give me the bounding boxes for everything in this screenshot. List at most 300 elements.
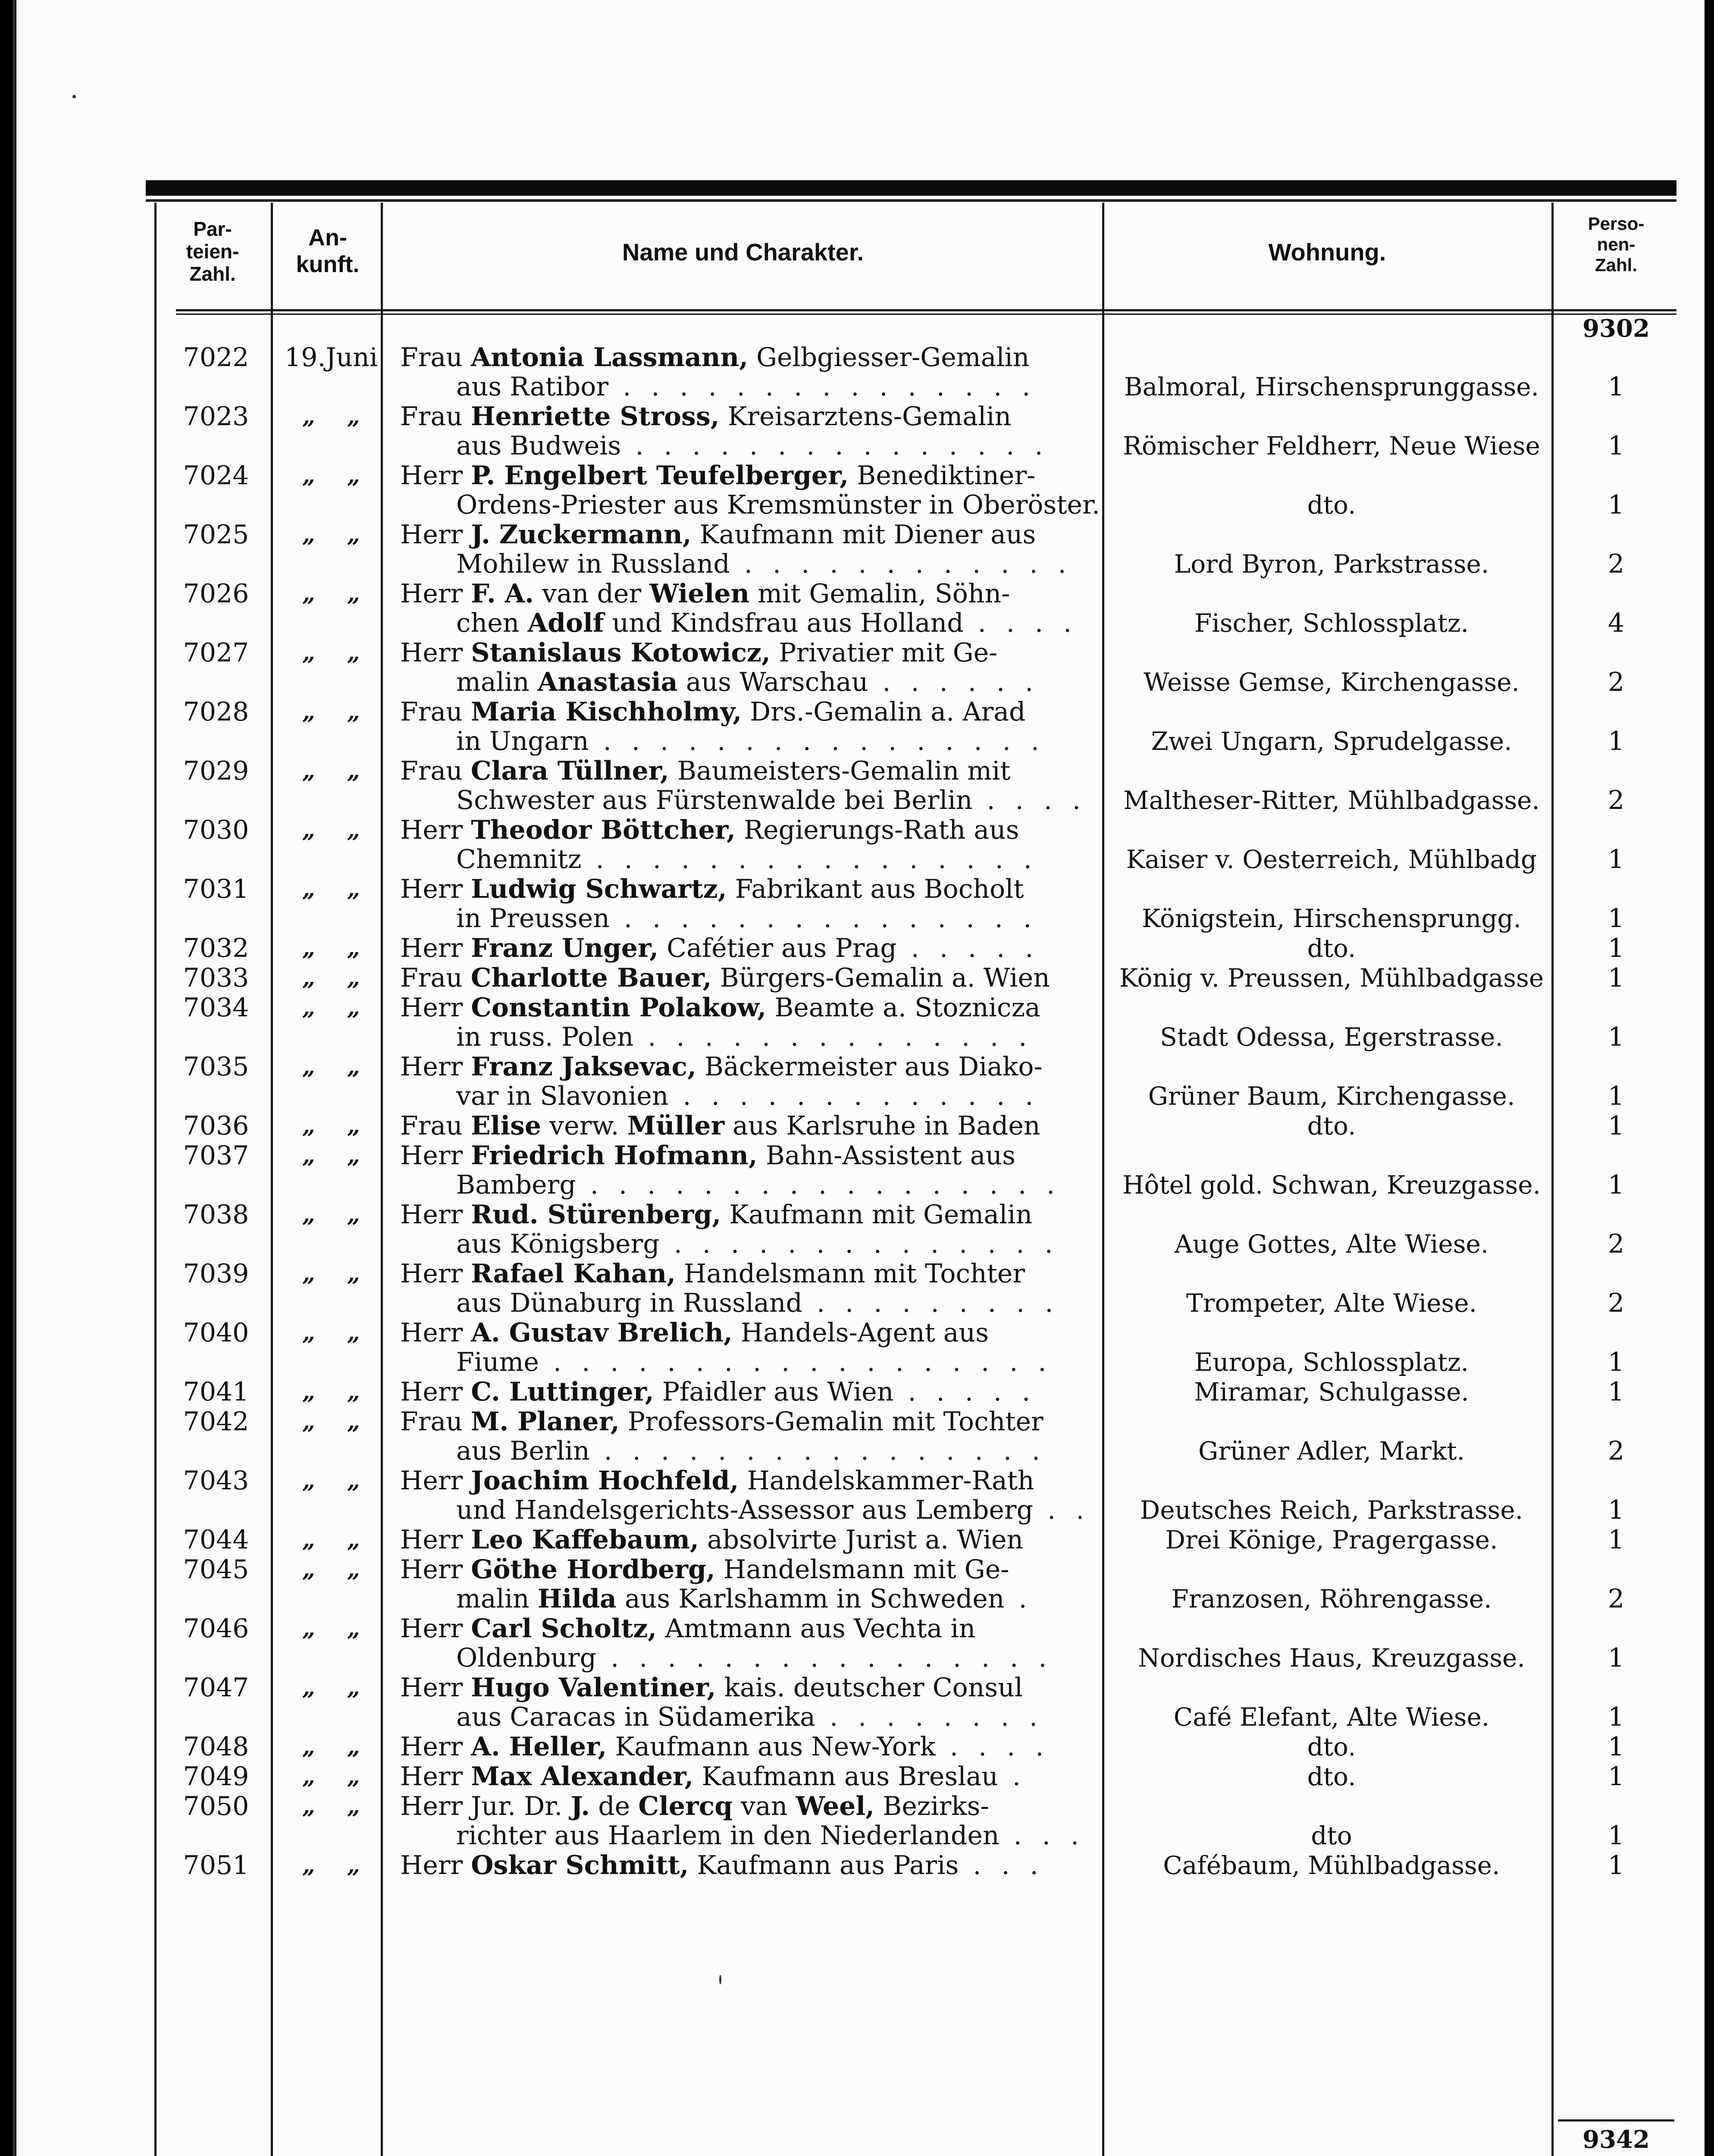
entry-name-charakter	[400, 1851, 1107, 1880]
person-count: 1	[1607, 1702, 1625, 1732]
arrival-date: „ „	[302, 403, 372, 429]
carry-over-total: 9302	[1582, 314, 1650, 343]
entry-text: verw.	[541, 1111, 627, 1141]
entry-line	[400, 402, 1107, 431]
residence: dto	[1311, 1821, 1352, 1850]
entry-text: Herr	[400, 1555, 471, 1584]
entry-text: Privatier mit Ge-	[770, 638, 998, 667]
entry-number: 7024	[183, 461, 249, 491]
residence: Auge Gottes, Alte Wiese.	[1174, 1229, 1489, 1259]
person-count: 2	[1607, 667, 1625, 697]
entry-text: aus Warschau	[677, 667, 868, 697]
entry-number: 7032	[183, 933, 249, 963]
leader-dots: . . . . . . . . . . . . . .	[633, 1022, 1033, 1052]
person-name: Joachim Hochfeld,	[471, 1466, 739, 1495]
leader-dots: . . . . . . . . . . . . . . . . .	[576, 1170, 1061, 1200]
residence: Trompeter, Alte Wiese.	[1186, 1288, 1477, 1318]
entry-text: Herr	[400, 579, 471, 608]
entry-line-continued	[400, 431, 1107, 461]
person-count: 1	[1607, 431, 1625, 461]
entry-number: 7050	[183, 1791, 249, 1821]
person-name: A. Heller,	[471, 1732, 607, 1761]
person-count: 1	[1607, 844, 1625, 874]
arrival-date: „ „	[302, 1112, 372, 1139]
entry-name-charakter	[400, 1141, 1107, 1200]
entry-text: Herr	[400, 1762, 471, 1791]
entry-text: var in Slavonien	[456, 1081, 669, 1111]
entry-text: Gelbgiesser-Gemalin	[748, 343, 1030, 372]
residence: dto.	[1307, 1762, 1356, 1791]
leader-dots: . . . . . . . . . . . . . . .	[609, 904, 1038, 933]
entry-text: Herr	[400, 993, 471, 1022]
arrival-date: „ „	[302, 758, 372, 784]
entry-line-continued	[400, 1170, 1107, 1200]
arrival-date: „ „	[302, 1408, 372, 1435]
person-count: 1	[1607, 372, 1625, 402]
leader-dots: . . . . . . . . . . . . . . .	[608, 372, 1037, 401]
entry-number: 7029	[183, 756, 249, 786]
entry-name-charakter	[400, 1377, 1107, 1407]
leader-dots: . . . . . . . . . . . . . . . . . .	[539, 1348, 1053, 1377]
person-name: Antonia Lassmann,	[470, 343, 749, 372]
entry-text: aus Berlin	[456, 1436, 590, 1466]
entry-text: aus Ratibor	[456, 372, 609, 401]
entry-text: Ordens-Priester aus Kremsmünster in Oberöster.	[456, 490, 1100, 520]
entry-line-continued	[400, 1229, 1107, 1259]
entry-line-continued	[400, 372, 1107, 401]
person-count: 2	[1607, 1436, 1625, 1466]
entry-name-charakter	[400, 638, 1107, 697]
leader-dots: . .	[1033, 1495, 1090, 1525]
entry-name-charakter	[400, 1466, 1107, 1525]
column-divider	[381, 203, 383, 2156]
person-name: Müller	[627, 1111, 725, 1141]
entry-line-continued	[400, 1821, 1107, 1850]
person-count: 2	[1607, 549, 1625, 579]
leader-dots: . . . . .	[896, 934, 1040, 963]
entry-text: kais. deutscher Consul	[716, 1673, 1023, 1702]
arrival-date: „ „	[302, 1053, 372, 1080]
residence: Lord Byron, Parkstrasse.	[1174, 549, 1489, 579]
entry-text: Herr	[400, 1200, 471, 1229]
header-line: Zahl.	[189, 263, 236, 285]
entry-number: 7043	[183, 1466, 249, 1496]
leader-dots: . . . . . . . . . . . . . .	[659, 1229, 1059, 1259]
entry-name-charakter	[400, 1200, 1107, 1259]
entry-text: Herr	[400, 1673, 471, 1702]
person-name: Stanislaus Kotowicz,	[471, 638, 771, 667]
residence: Hôtel gold. Schwan, Kreuzgasse.	[1122, 1170, 1541, 1200]
entry-text: Kaufmann aus Paris	[689, 1851, 959, 1880]
person-count: 1	[1607, 1525, 1625, 1555]
person-count: 1	[1607, 1377, 1625, 1407]
person-name: J. Zuckermann,	[471, 520, 692, 549]
entry-line	[400, 1111, 1107, 1141]
entry-text: Kaufmann mit Gemalin	[721, 1200, 1033, 1229]
residence: Nordisches Haus, Kreuzgasse.	[1138, 1643, 1525, 1673]
header-line: teien-	[186, 240, 239, 263]
arrival-date: „ „	[302, 580, 372, 607]
entry-text: Herr	[400, 461, 471, 490]
header-wohnung: Wohnung.	[1268, 238, 1386, 266]
entry-name-charakter	[400, 756, 1107, 815]
entry-text: Herr	[400, 1732, 471, 1761]
entry-number: 7028	[183, 697, 249, 727]
entry-name-charakter	[400, 1407, 1107, 1466]
entry-text: Herr	[400, 638, 471, 667]
entry-name-charakter	[400, 1525, 1107, 1554]
leader-dots: . . . . . . . .	[815, 1702, 1044, 1732]
entry-number: 7051	[183, 1850, 249, 1880]
leader-dots: . . . .	[972, 786, 1087, 815]
residence: Europa, Schlossplatz.	[1194, 1348, 1469, 1377]
entry-name-charakter	[400, 963, 1107, 993]
person-name: Göthe Hordberg,	[471, 1555, 715, 1584]
person-count: 2	[1607, 785, 1625, 815]
residence: Balmoral, Hirschensprunggasse.	[1124, 372, 1539, 401]
person-name: Adolf	[527, 608, 604, 638]
entry-line	[400, 638, 1107, 667]
entry-line	[400, 963, 1107, 993]
person-count: 1	[1607, 490, 1625, 520]
entry-text: Herr Jur. Dr.	[400, 1792, 571, 1821]
entry-text: Herr	[400, 934, 471, 963]
entry-number: 7026	[183, 579, 249, 609]
entry-name-charakter	[400, 874, 1107, 933]
entry-text: Frau	[400, 1111, 471, 1141]
header-line: Zahl.	[1595, 255, 1637, 275]
entry-line	[400, 1407, 1107, 1436]
entry-text: Herr	[400, 1525, 471, 1554]
person-name: Leo Kaffebaum,	[471, 1525, 699, 1554]
residence: König v. Preussen, Mühlbadgasse	[1119, 963, 1544, 993]
entry-text: Herr	[400, 815, 471, 845]
leader-dots: . . . . . . . . . . . . . . . .	[589, 727, 1045, 756]
entry-text: Drs.-Gemalin a. Arad	[742, 697, 1026, 727]
person-count: 1	[1607, 933, 1625, 963]
person-count: 1	[1607, 1495, 1625, 1525]
entry-line	[400, 1466, 1107, 1495]
person-name: P. Engelbert Teufelberger,	[471, 461, 849, 490]
person-name: Friedrich Hofmann,	[471, 1141, 758, 1170]
entry-line	[400, 461, 1107, 490]
entry-text: aus Dünaburg in Russland	[456, 1288, 802, 1318]
entry-name-charakter	[400, 1792, 1107, 1850]
entry-line-continued	[400, 1495, 1107, 1525]
entry-name-charakter	[400, 697, 1107, 756]
entry-name-charakter	[400, 993, 1107, 1052]
entry-text: Handelskammer-Rath	[739, 1466, 1034, 1495]
entry-text: Handelsmann mit Tochter	[675, 1259, 1025, 1288]
entry-number: 7041	[183, 1377, 249, 1407]
header-parteien-zahl	[159, 218, 266, 285]
person-name: Clercq	[638, 1792, 733, 1821]
entry-name-charakter	[400, 815, 1107, 874]
entry-text: Schwester aus Fürstenwalde bei Berlin	[456, 786, 973, 815]
entry-number: 7037	[183, 1141, 249, 1171]
entry-number: 7027	[183, 638, 249, 668]
entry-name-charakter	[400, 343, 1107, 401]
arrival-date: „ „	[302, 1201, 372, 1228]
arrival-date: „ „	[302, 1260, 372, 1287]
person-count: 1	[1607, 726, 1625, 756]
entry-line	[400, 1732, 1107, 1761]
header-line: nen-	[1597, 234, 1636, 254]
entry-text: aus Caracas in Südamerika	[456, 1702, 815, 1732]
residence: Café Elefant, Alte Wiese.	[1173, 1702, 1490, 1732]
arrival-date: „ „	[302, 1526, 372, 1553]
entry-text: Herr	[400, 520, 471, 549]
residence: Cafébaum, Mühlbadgasse.	[1163, 1851, 1500, 1880]
column-divider	[154, 203, 157, 2156]
entry-text: Kaufmann aus Breslau	[693, 1762, 998, 1791]
person-name: Max Alexander,	[471, 1762, 694, 1791]
residence: Fischer, Schlossplatz.	[1194, 608, 1469, 638]
person-count: 1	[1607, 1081, 1625, 1111]
entry-line	[400, 1200, 1107, 1229]
entry-text: Herr	[400, 1141, 471, 1170]
person-name: Constantin Polakow,	[471, 993, 767, 1022]
entry-line-continued	[400, 667, 1107, 697]
person-name: Hugo Valentiner,	[471, 1673, 716, 1702]
entry-text: Pfaidler aus Wien	[654, 1377, 894, 1407]
arrival-date: „ „	[302, 699, 372, 725]
register-page	[12, 0, 1705, 2156]
leader-dots: . . . . . . . . . . . . . . . .	[589, 1436, 1046, 1466]
entry-line	[400, 815, 1107, 845]
entry-text: Herr	[400, 1851, 471, 1880]
person-name: J.	[570, 1792, 590, 1821]
paper-speck	[719, 1975, 721, 1984]
entry-line-continued	[400, 1288, 1107, 1318]
person-count: 2	[1607, 1288, 1625, 1318]
person-name: C. Luttinger,	[471, 1377, 654, 1407]
paper-speck	[72, 95, 76, 98]
entry-text: Frau	[400, 402, 471, 431]
header-rule	[176, 309, 1676, 311]
entry-line-continued	[400, 845, 1107, 874]
entry-number: 7044	[183, 1525, 249, 1555]
residence: Zwei Ungarn, Sprudelgasse.	[1151, 727, 1512, 756]
person-name: Rud. Stürenberg,	[471, 1200, 721, 1229]
entry-text: Frau	[400, 963, 471, 993]
entry-line	[400, 1318, 1107, 1348]
entry-text: Chemnitz	[456, 845, 582, 874]
top-rule	[146, 180, 1676, 196]
column-divider	[271, 203, 273, 2156]
person-name: Hilda	[537, 1584, 617, 1614]
entry-text: Bürgers-Gemalin a. Wien	[711, 963, 1050, 993]
entry-line	[400, 697, 1107, 727]
entry-text: Cafétier aus Prag	[658, 934, 897, 963]
entry-text: Bäckermeister aus Diako-	[696, 1052, 1043, 1081]
person-name: A. Gustav Brelich,	[471, 1318, 733, 1348]
entry-text: aus Karlshamm in Schweden	[616, 1584, 1005, 1614]
person-count: 2	[1607, 1584, 1625, 1614]
person-name: Oskar Schmitt,	[471, 1851, 689, 1880]
residence: Grüner Baum, Kirchengasse.	[1148, 1081, 1515, 1111]
header-line: kunft.	[296, 251, 360, 277]
person-name: Maria Kischholmy,	[470, 697, 742, 727]
entry-text: Fiume	[456, 1348, 539, 1377]
entry-name-charakter	[400, 1318, 1107, 1377]
entry-line	[400, 1851, 1107, 1880]
entry-text: Herr	[400, 874, 471, 904]
entry-text: richter aus Haarlem in den Niederlanden	[456, 1821, 1000, 1850]
arrival-date: „ „	[302, 817, 372, 843]
entry-line-continued	[400, 608, 1107, 638]
total-rule	[1558, 2119, 1674, 2122]
entry-name-charakter	[400, 1614, 1107, 1673]
arrival-date: „ „	[302, 1852, 372, 1878]
person-name: Rafael Kahan,	[471, 1259, 676, 1288]
entry-text: Regierungs-Rath aus	[735, 815, 1019, 845]
entry-number: 7036	[183, 1111, 249, 1141]
entry-text: und Kindsfrau aus Holland	[604, 608, 964, 638]
entry-text: Oldenburg	[456, 1643, 597, 1673]
entry-line-continued	[400, 1081, 1107, 1111]
entry-line-continued	[400, 1022, 1107, 1052]
entry-text: Herr	[400, 1052, 471, 1081]
entry-line	[400, 1614, 1107, 1643]
entry-text: Frau	[400, 756, 471, 786]
header-line: Perso-	[1588, 213, 1645, 234]
residence: dto.	[1307, 1111, 1356, 1141]
entry-text: Professors-Gemalin mit Tochter	[619, 1407, 1043, 1436]
person-name: Theodor Böttcher,	[471, 815, 736, 845]
entry-text: Frau	[400, 343, 471, 372]
person-count: 1	[1607, 1850, 1625, 1880]
entry-line	[400, 1377, 1107, 1407]
leader-dots: . . . . .	[893, 1377, 1037, 1407]
entry-text: absolvirte Jurist a. Wien	[699, 1525, 1024, 1554]
arrival-date: „ „	[302, 639, 372, 666]
entry-number: 7033	[183, 963, 249, 993]
arrival-date: „ „	[302, 1319, 372, 1346]
leader-dots: . . . . . .	[868, 667, 1040, 697]
arrival-date: „ „	[302, 1793, 372, 1819]
entry-line	[400, 756, 1107, 786]
entry-number: 7030	[183, 815, 249, 845]
person-count: 4	[1607, 608, 1625, 638]
entry-text: Kaufmann aus New-York	[607, 1732, 936, 1761]
leader-dots: . . .	[959, 1851, 1044, 1880]
entry-text: in russ. Polen	[456, 1022, 634, 1052]
person-count: 1	[1607, 903, 1625, 934]
arrival-date: „ „	[302, 1674, 372, 1701]
entry-line-continued	[400, 490, 1107, 520]
leader-dots: . . . . . . . . . . . . . . . .	[596, 1643, 1053, 1673]
arrival-date: „ „	[302, 1467, 372, 1494]
residence: Grüner Adler, Markt.	[1198, 1436, 1465, 1466]
residence: Königstein, Hirschensprungg.	[1141, 904, 1522, 933]
entry-number: 7047	[183, 1673, 249, 1703]
entry-text: aus Karlsruhe in Baden	[724, 1111, 1040, 1141]
entry-line	[400, 1673, 1107, 1702]
person-name: Wielen	[649, 579, 750, 608]
entry-text: van	[733, 1792, 796, 1821]
entry-line	[400, 1525, 1107, 1554]
entry-text: malin	[456, 667, 538, 697]
entry-name-charakter	[400, 402, 1107, 461]
entry-text: Frau	[400, 697, 471, 727]
page-spine-edge	[12, 0, 16, 2156]
residence: Kaiser v. Oesterreich, Mühlbadg	[1126, 845, 1537, 874]
person-count: 1	[1607, 963, 1625, 993]
entry-line-continued	[400, 1584, 1107, 1614]
entry-line-continued	[400, 727, 1107, 756]
leader-dots: .	[998, 1762, 1027, 1791]
person-count: 1	[1607, 1347, 1625, 1377]
person-count: 1	[1607, 1732, 1625, 1762]
top-rule-thin	[146, 199, 1676, 202]
residence: Maltheser-Ritter, Mühlbadgasse.	[1123, 786, 1540, 815]
entry-name-charakter	[400, 934, 1107, 963]
entry-line	[400, 993, 1107, 1022]
entry-line	[400, 1052, 1107, 1081]
residence: Römischer Feldherr, Neue Wiese	[1123, 431, 1540, 461]
entry-number: 7031	[183, 874, 249, 904]
entry-text: Herr	[400, 1614, 471, 1643]
leader-dots: . . . . . . . . . . . . .	[668, 1081, 1040, 1111]
entry-number: 7045	[183, 1554, 249, 1585]
person-name: Weel,	[796, 1792, 875, 1821]
entry-text: in Ungarn	[456, 727, 589, 756]
residence: Weisse Gemse, Kirchengasse.	[1144, 667, 1520, 697]
entry-number: 7023	[183, 401, 249, 432]
entry-text: aus Budweis	[456, 431, 621, 461]
page-total: 9342	[1582, 2125, 1650, 2154]
entry-text: Fabrikant aus Bocholt	[727, 874, 1024, 904]
entry-name-charakter	[400, 1732, 1107, 1761]
header-rule-thin	[176, 313, 1676, 315]
entry-name-charakter	[400, 1762, 1107, 1791]
entry-text: Kaufmann mit Diener aus	[691, 520, 1036, 549]
entry-text: van der	[534, 579, 650, 608]
entry-text: Frau	[400, 1407, 471, 1436]
column-divider	[1551, 203, 1554, 2156]
person-count: 1	[1607, 1170, 1625, 1200]
person-name: Anastasia	[537, 667, 678, 697]
entry-name-charakter	[400, 520, 1107, 579]
entry-number: 7035	[183, 1052, 249, 1082]
entry-text: und Handelsgerichts-Assessor aus Lemberg	[456, 1495, 1034, 1525]
entry-text: Amtmann aus Vechta in	[657, 1614, 976, 1643]
entry-text: malin	[456, 1584, 538, 1614]
entry-number: 7039	[183, 1259, 249, 1289]
arrival-date: „ „	[302, 965, 372, 991]
arrival-date: „ „	[302, 935, 372, 961]
entry-line-continued	[400, 904, 1107, 933]
entry-text: Mohilew in Russland	[456, 549, 730, 579]
person-count: 1	[1607, 1643, 1625, 1673]
entry-text: Beamte a. Stoznicza	[766, 993, 1040, 1022]
entry-line	[400, 934, 1107, 963]
entry-number: 7048	[183, 1732, 249, 1762]
entry-line	[400, 1259, 1107, 1288]
entry-name-charakter	[400, 579, 1107, 638]
arrival-date: „ „	[302, 1763, 372, 1789]
person-name: Carl Scholtz,	[471, 1614, 657, 1643]
entry-text: Handels-Agent aus	[732, 1318, 989, 1348]
arrival-date: „ „	[302, 521, 372, 548]
entry-name-charakter	[400, 1259, 1107, 1318]
entry-text: Kreisarztens-Gemalin	[719, 402, 1012, 431]
arrival-date: „ „	[302, 1379, 372, 1405]
person-name: Franz Unger,	[471, 934, 659, 963]
entry-name-charakter	[400, 1111, 1107, 1141]
residence: Drei Könige, Pragergasse.	[1165, 1525, 1498, 1554]
